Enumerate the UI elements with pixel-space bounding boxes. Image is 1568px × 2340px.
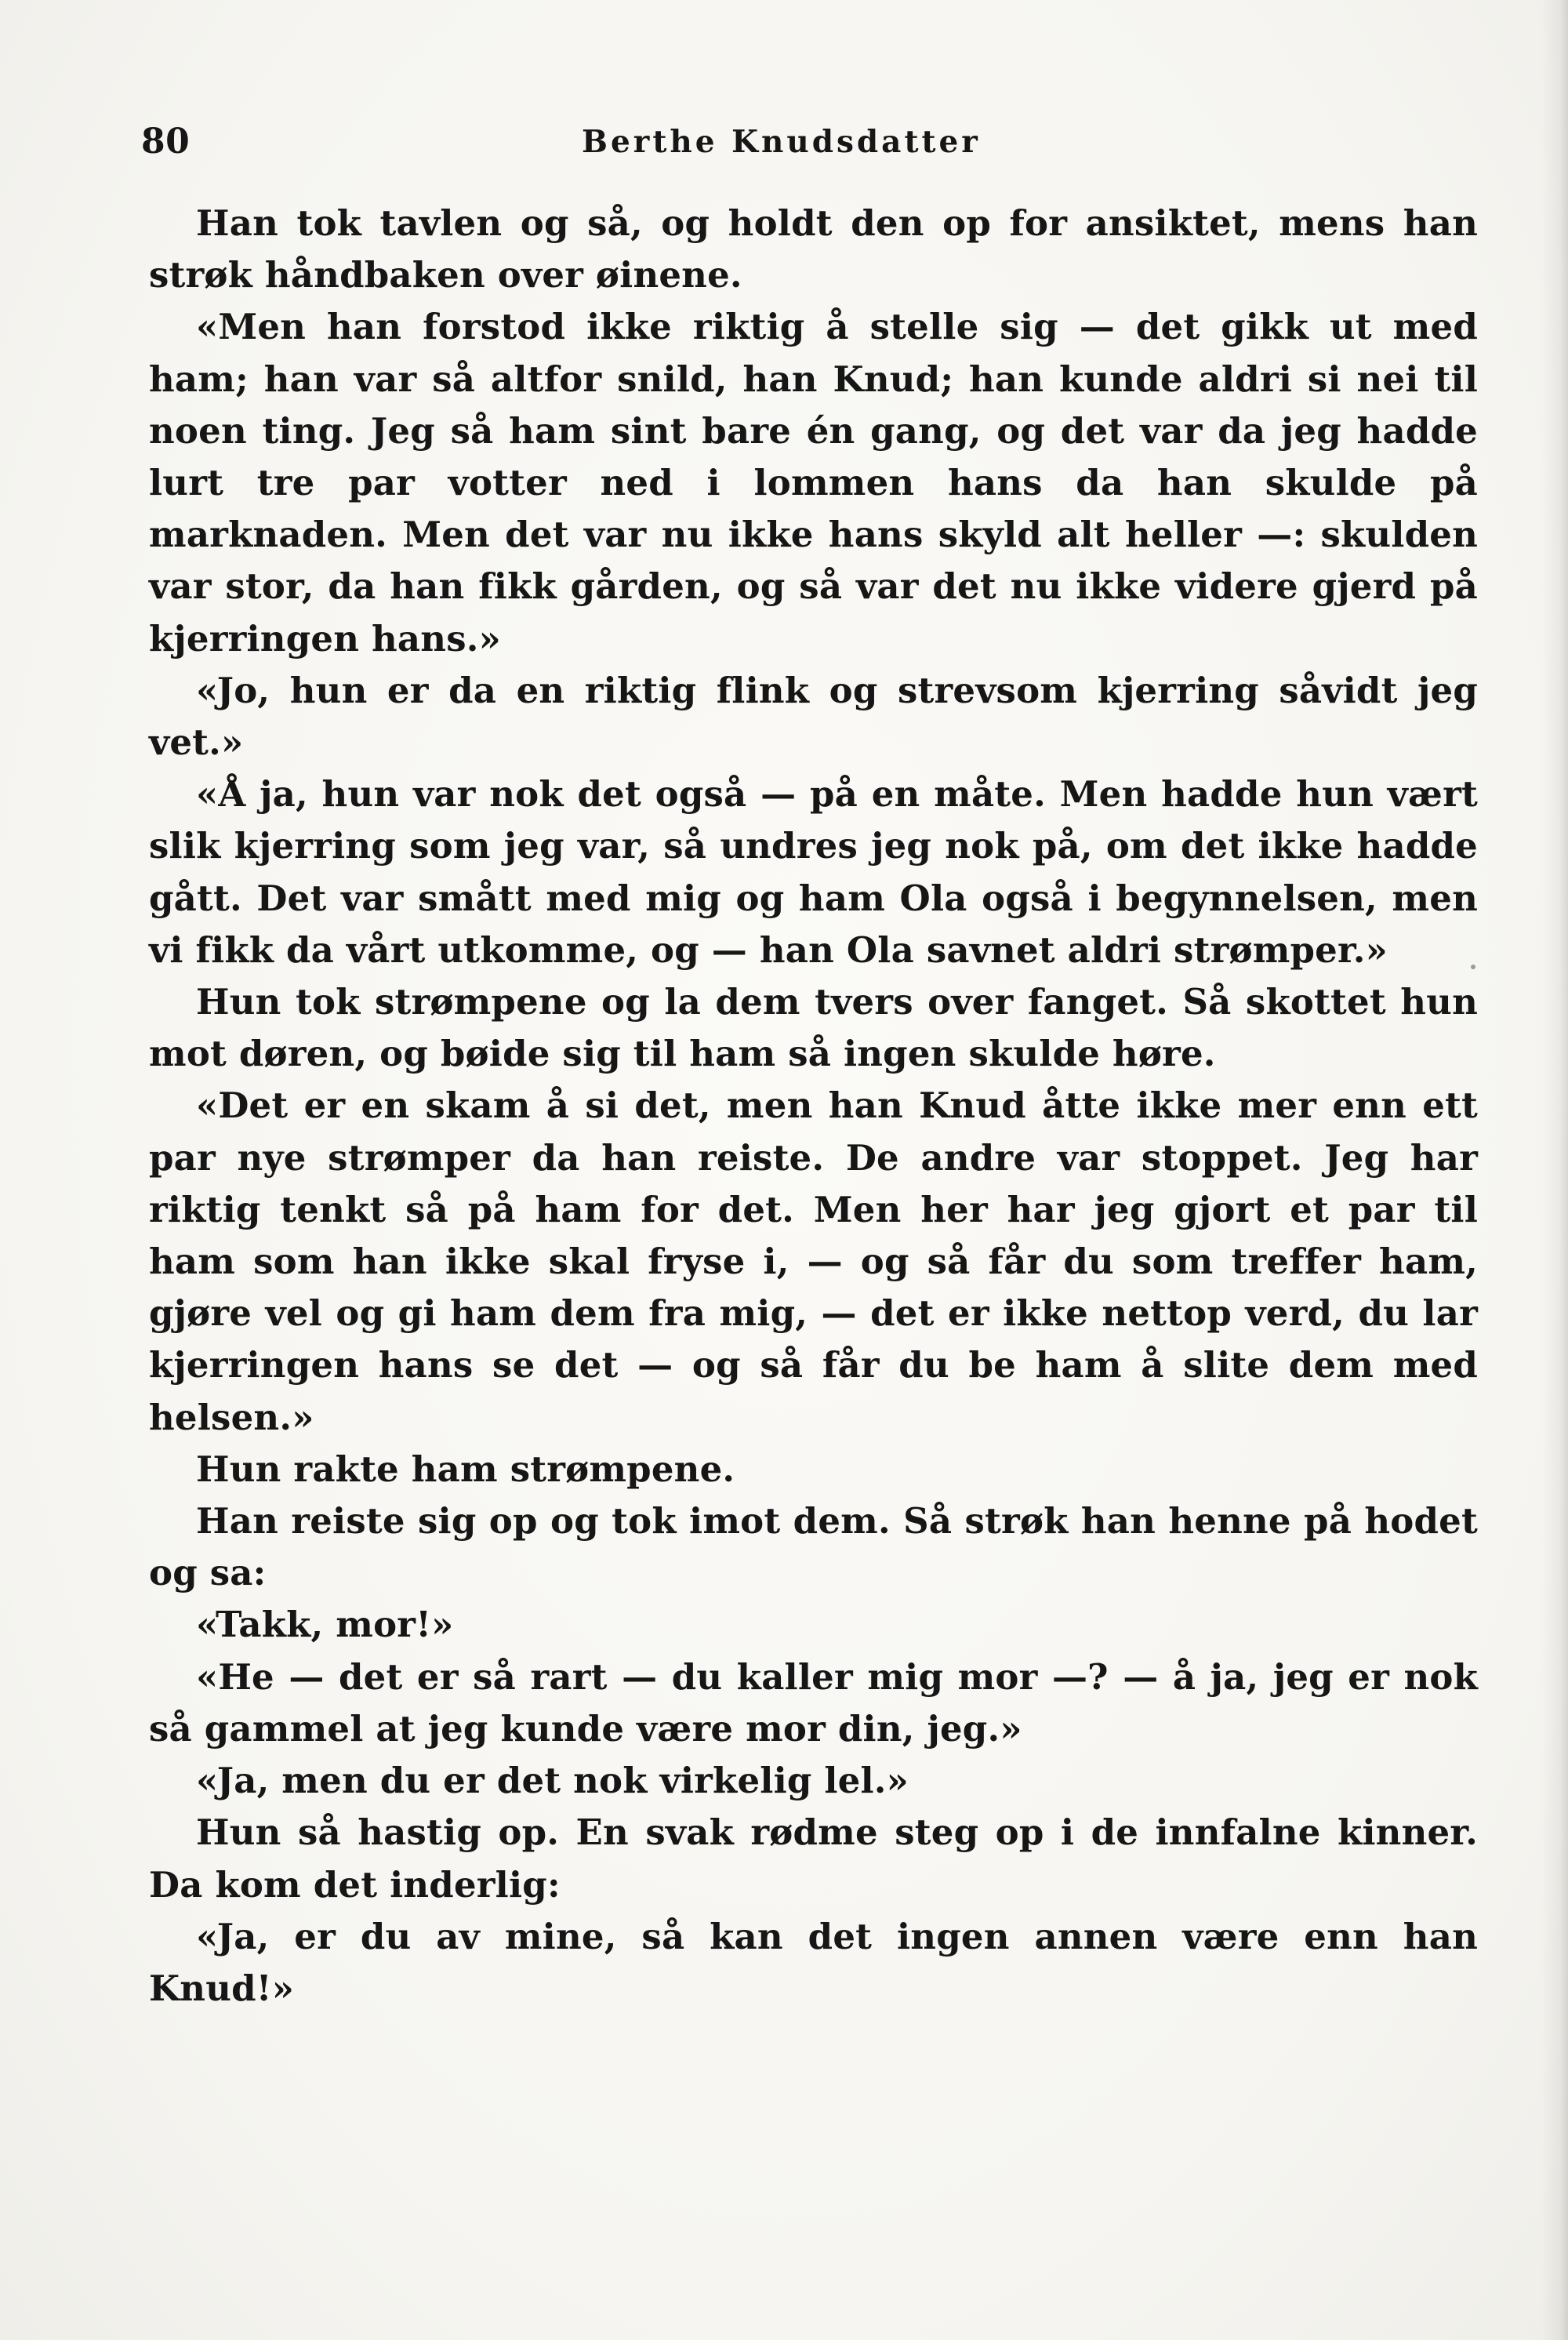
paragraph: «Takk, mor!» — [196, 1604, 454, 1646]
paragraph: «Men han forstod ikke riktig å stelle sig — det gikk ut med ham; han var så altfor snild, han Knud; han kunde aldri si nei til noen ting. Jeg så ham sint bare én gang, og det var da jeg hadde lurt tre par votter ned i lommen hans da han skulde på marknaden. Men det var nu ikke hans skyld alt heller —: skulden var stor, da han fikk gården, og så var det nu ikke videre gjerd på kjerringen hans.» — [149, 306, 1478, 659]
paragraph: «Det er en skam å si det, men han Knud åtte ikke mer enn ett par nye strømper da han reiste. De andre var stoppet. Jeg har riktig tenkt så på ham for det. Men her har jeg gjort et par til ham som han ikke skal fryse i, — og så får du som treffer ham, gjøre vel og gi ham dem fra mig, — det er ikke nettop verd, du lar kjerringen hans se det — og så får du be ham å slite dem med helsen.» — [149, 1085, 1478, 1438]
paragraph: «Å ja, hun var nok det også — på en måte. Men hadde hun vært slik kjerring som jeg var, så undres jeg nok på, om det ikke hadde gått. Det var smått med mig og ham Ola også i begynnelsen, men vi fikk da vårt utkomme, og — han Ola savnet aldri strømper.» — [149, 773, 1478, 971]
paragraph: Hun tok strømpene og la dem tvers over fanget. Så skottet hun mot døren, og bøide sig til ham så ingen skulde høre. — [149, 981, 1478, 1075]
paragraph: Han tok tavlen og så, og holdt den op for ansiktet, mens han strøk håndbaken over øinene. — [149, 202, 1478, 296]
page-number: 80 — [141, 122, 191, 162]
paragraph: «Jo, hun er da en riktig flink og strevsom kjerring såvidt jeg vet.» — [149, 669, 1478, 764]
page-edge-shadow — [1541, 0, 1568, 2340]
paragraph: Hun så hastig op. En svak rødme steg op i de innfalne kinner. Da kom det inderlig: — [149, 1811, 1478, 1906]
paragraph: Hun rakte ham strømpene. — [196, 1448, 735, 1490]
print-speck — [1471, 965, 1475, 969]
paragraph: «He — det er så rart — du kaller mig mor —? — å ja, jeg er nok så gammel at jeg kunde være mor din, jeg.» — [149, 1655, 1478, 1750]
paragraph: «Ja, er du av mine, så kan det ingen annen være enn han Knud!» — [149, 1915, 1478, 2009]
body-text — [149, 198, 1478, 2015]
paragraph: «Ja, men du er det nok virkelig lel.» — [196, 1760, 909, 1802]
running-head: Berthe Knudsdatter — [582, 124, 981, 160]
paragraph: Han reiste sig op og tok imot dem. Så strøk han henne på hodet og sa: — [149, 1500, 1478, 1594]
